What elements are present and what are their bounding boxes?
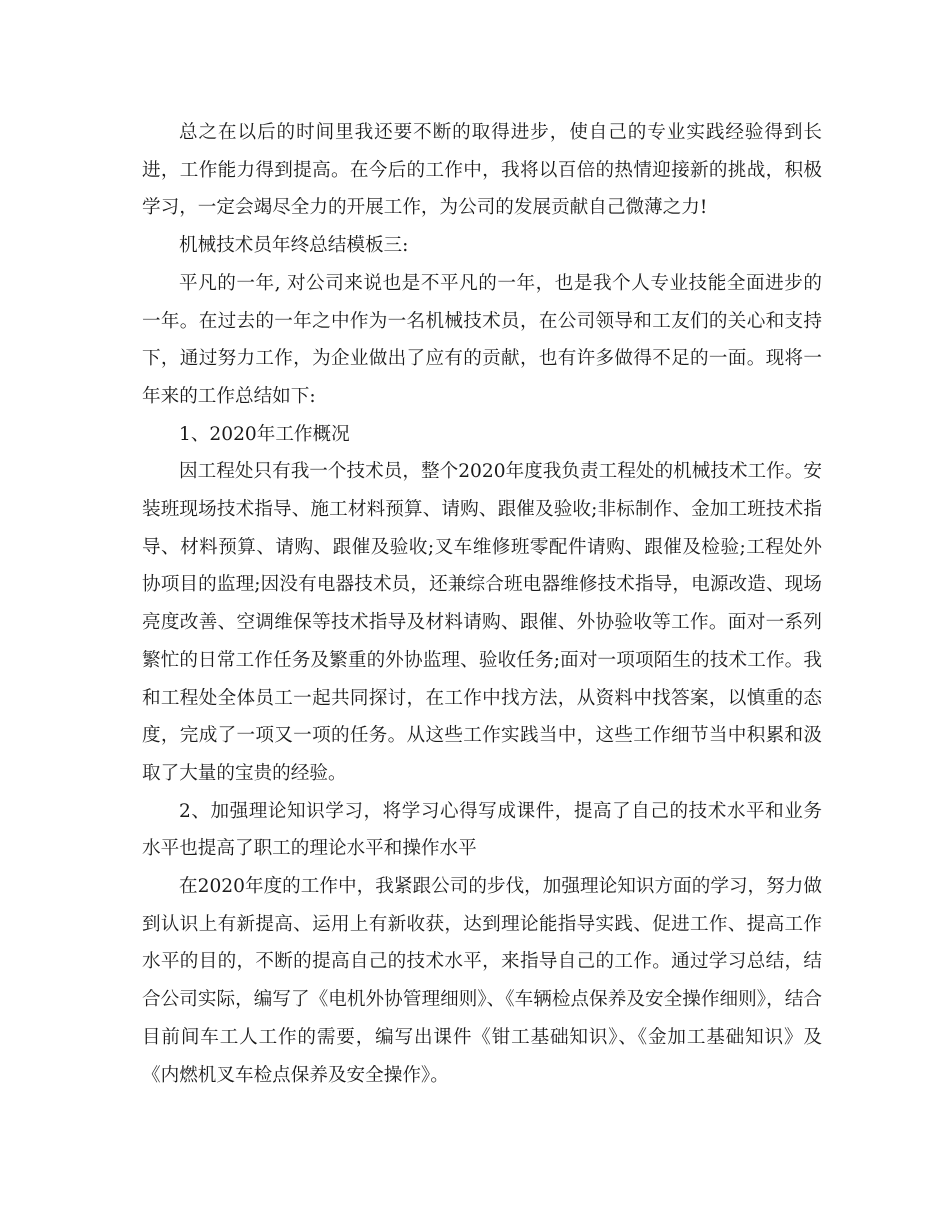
document-body — [142, 114, 822, 1094]
section-heading-template-three: 机械技术员年终总结模板三: — [179, 235, 409, 257]
paragraph-work-overview: 因工程处只有我一个技术员，整个2020年度我负责工程处的机械技术工作。安装班现场技术指导、施工材料预算、请购、跟催及验收;非标制作、金加工班技术指导、材料预算、请购、跟催及验收;叉车维修班零配件请购、跟催及检验;工程处外协项目的监理;因没有电器技术员，还兼综合班电器维修技术指导，电源改造、现场亮度改善、空调维保等技术指导及材料请购、跟催、外协验收等工作。面对一系列繁忙的日常工作任务及繁重的外协监理、验收任务;面对一项项陌生的技术工作。我和工程处全体员工一起共同探讨，在工作中找方法，从资料中找答案，以慎重的态度，完成了一项又一项的任务。从这些工作实践当中，这些工作细节当中积累和汲取了大量的宝贵的经验。 — [142, 461, 822, 784]
section-heading-theory-study: 2、加强理论知识学习，将学习心得写成课件，提高了自己的技术水平和业务水平也提高了职工的理论水平和操作水平 — [142, 800, 822, 860]
paragraph-introduction: 平凡的一年, 对公司来说也是不平凡的一年，也是我个人专业技能全面进步的一年。在过去的一年之中作为一名机械技术员，在公司领导和工友们的关心和支持下，通过努力工作，为企业做出了应有的贡献，也有许多做得不足的一面。现将一年来的工作总结如下: — [142, 272, 822, 407]
paragraph-theory-study: 在2020年度的工作中，我紧跟公司的步伐，加强理论知识方面的学习，努力做到认识上有新提高、运用上有新收获，达到理论能指导实践、促进工作、提高工作水平的目的，不断的提高自己的技术水平，来指导自己的工作。通过学习总结，结合公司实际，编写了《电机外协管理细则》、《车辆检点保养及安全操作细则》，结合目前间车工人工作的需要，编写出课件《钳工基础知识》、《金加工基础知识》及《内燃机叉车检点保养及安全操作》。 — [142, 876, 822, 1086]
paragraph-closing-summary: 总之在以后的时间里我还要不断的取得进步，使自己的专业实践经验得到长进，工作能力得到提高。在今后的工作中，我将以百倍的热情迎接新的挑战，积极学习，一定会竭尽全力的开展工作，为公司的发展贡献自己微薄之力! — [142, 122, 822, 219]
section-heading-work-overview: 1、2020年工作概况 — [179, 423, 350, 445]
